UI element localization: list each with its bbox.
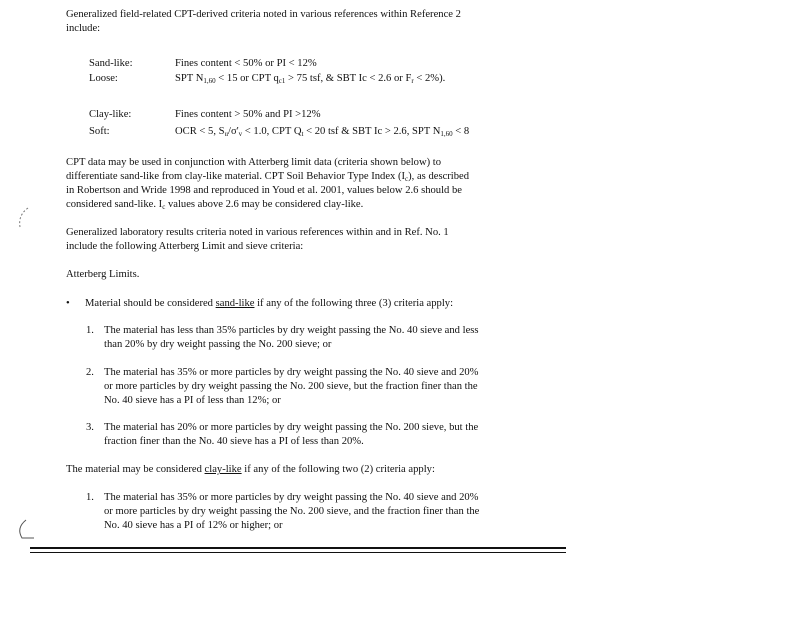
bullet-icon: • — [66, 298, 70, 309]
list-item-line: than 20% by dry weight passing the No. 200 sieve; or — [104, 339, 332, 350]
criteria-label-sand: Sand-like: — [89, 58, 133, 69]
cpt-line-2: differentiate sand-like from clay-like material. CPT Soil Behavior Type Index $(I_c)$, as described — [66, 171, 470, 183]
clay-like-criteria-intro: The material may be considered clay-like if any of the following two (2) criteria apply: — [66, 464, 435, 475]
list-item-line: fraction finer than the No. 40 sieve has a PI of less than 20%. — [104, 436, 364, 447]
lab-line-2: include the following Atterberg Limit and sieve criteria: — [66, 241, 304, 252]
footer-rule-bottom — [30, 552, 566, 553]
list-item-line: No. 40 sieve has a PI of 12% or higher; or — [104, 520, 283, 531]
cpt-line-3: in Robertson and Wride 1998 and reproduced in Youd et al. 2001, values below 2.6 should be — [66, 185, 462, 196]
criteria-label-clay: Clay-like: — [89, 109, 132, 120]
list-item-line: The material has less than 35% particles by dry weight passing the No. 40 sieve and less — [104, 325, 479, 336]
list-item-number: 3. — [86, 422, 94, 433]
intro-line-1: Generalized field-related CPT-derived criteria noted in various references within Reference 2 — [66, 9, 461, 20]
list-item-line: or more particles by dry weight passing the No. 200 sieve, but the fraction finer than the — [104, 381, 478, 392]
sand-like-criteria-intro: Material should be considered sand-like if any of the following three (3) criteria apply: — [85, 298, 454, 309]
lab-line-1: Generalized laboratory results criteria noted in various references within and in Ref. No. 1 — [66, 227, 449, 238]
list-item-line: The material has 35% or more particles by dry weight passing the No. 40 sieve and 20% — [104, 367, 479, 378]
criteria-label-loose: Loose: — [89, 73, 118, 84]
binder-hole-mark-lower — [14, 518, 38, 542]
list-item-number: 2. — [86, 367, 94, 378]
binder-hole-mark-upper — [14, 205, 36, 235]
criteria-value-loose: SPT $N_{1,60} < 15$ or CPT $q_{c1} > 75$ tsf, & SBT Ic < 2.6 or $F_r < 2\%$). — [175, 73, 446, 85]
criteria-value-sand: Fines content < 50% or PI < 12% — [175, 58, 317, 69]
list-item-line: The material has 35% or more particles by dry weight passing the No. 40 sieve and 20% — [104, 492, 479, 503]
cpt-line-4: considered sand-like. $I_c$ values above 2.6 may be considered clay-like. — [66, 199, 364, 211]
criteria-value-clay: Fines content > 50% and PI >12% — [175, 109, 321, 120]
cpt-line-1: CPT data may be used in conjunction with Atterberg limit data (criteria shown below) to — [66, 157, 442, 168]
list-item-line: The material has 20% or more particles by dry weight passing the No. 200 sieve, but the — [104, 422, 479, 433]
criteria-value-soft: OCR < 5, $S_u/\sigma'_v < 1.0$, CPT $Q_t < 20$ tsf & SBT Ic > 2.6, SPT $N_{1,60} < 8$ — [175, 126, 470, 138]
footer-rule-top — [30, 547, 566, 549]
atterberg-heading: Atterberg Limits. — [66, 269, 140, 280]
list-item-number: 1. — [86, 325, 94, 336]
list-item-line: or more particles by dry weight passing the No. 200 sieve, and the fraction finer than the — [104, 506, 480, 517]
list-item-number: 1. — [86, 492, 94, 503]
list-item-line: No. 40 sieve has a PI of less than 12%; or — [104, 395, 281, 406]
criteria-label-soft: Soft: — [89, 126, 110, 137]
intro-line-2: include: — [66, 23, 101, 34]
